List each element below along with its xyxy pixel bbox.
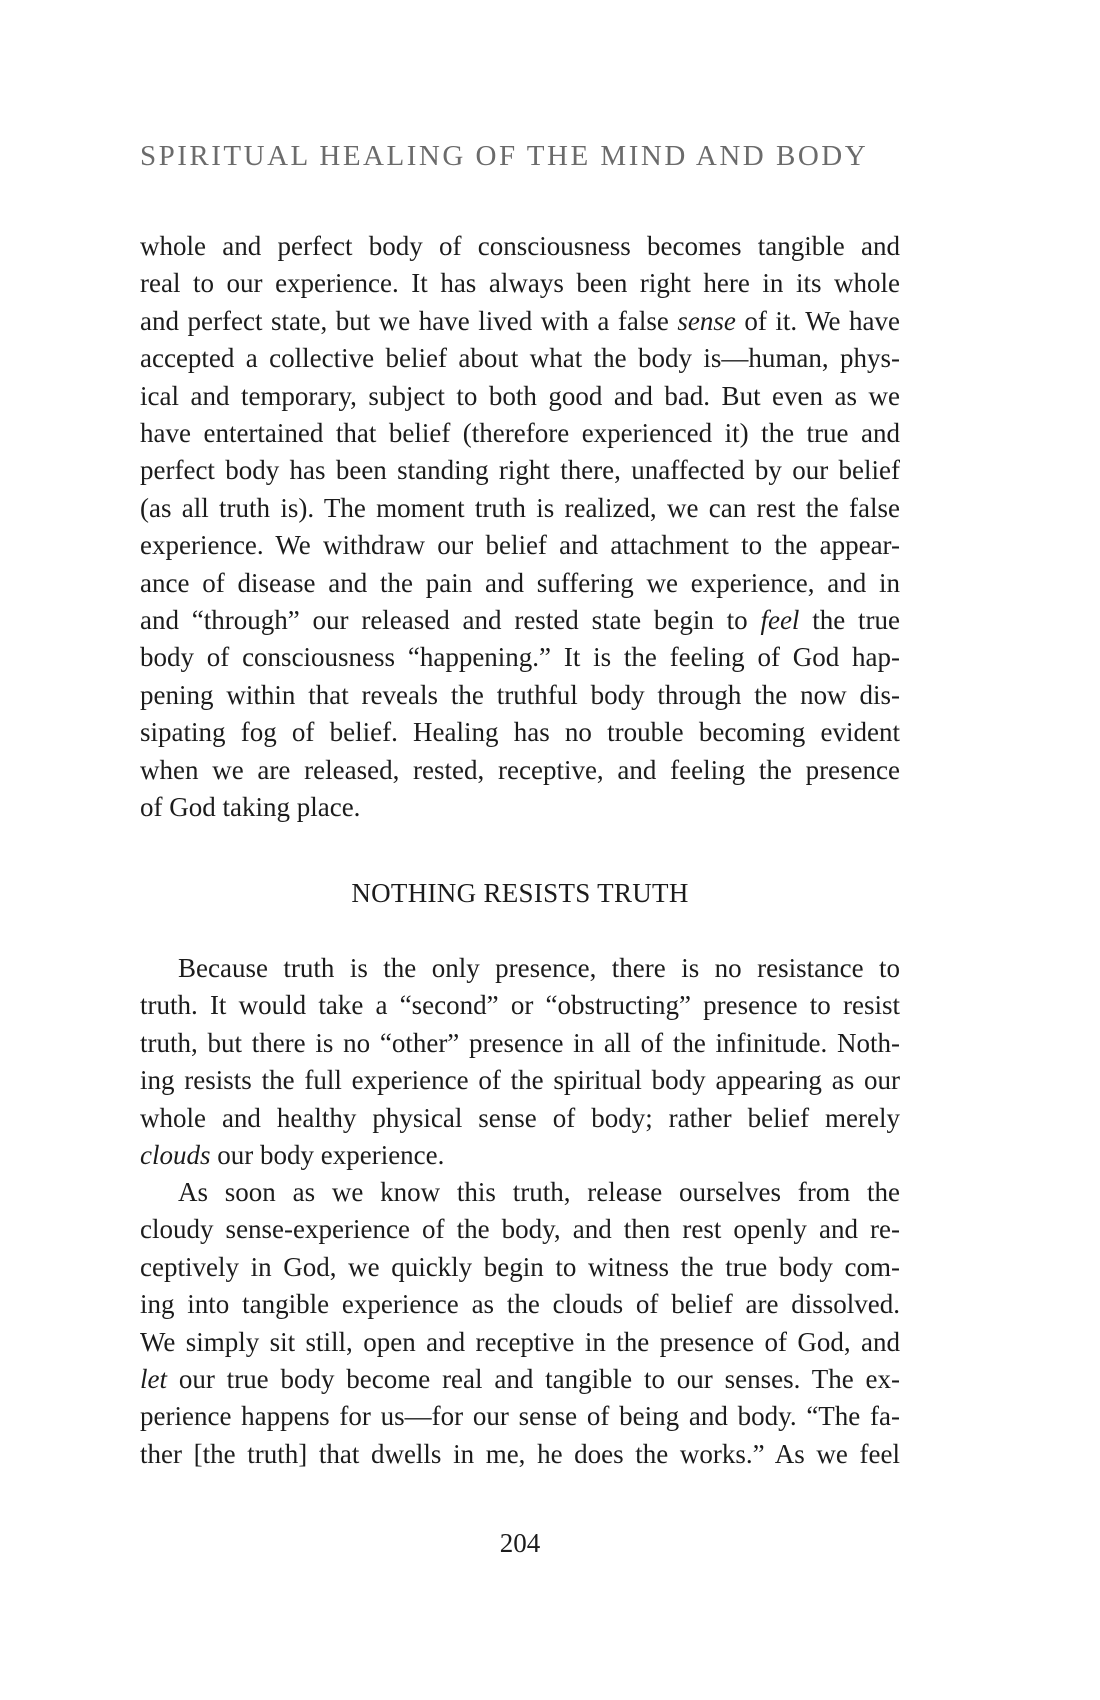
italic-word: let (140, 1364, 167, 1395)
text-line: truth. It would take a “second” or “obstructing” presence to resist (140, 990, 900, 1021)
text-segment: of it. We have (735, 305, 900, 336)
text-line: have entertained that belief (therefore experienced it) the true and (140, 418, 900, 449)
paragraph-1 (140, 228, 900, 827)
text-line: whole and healthy physical sense of body; rather belief merely (140, 1102, 900, 1133)
text-line: ing into tangible experience as the clouds of belief are dissolved. (140, 1289, 900, 1320)
italic-word: clouds (140, 1140, 211, 1171)
text-line: ance of disease and the pain and suffering we experience, and in (140, 567, 900, 598)
text-segment: and perfect state, but we have lived with a false (140, 305, 678, 336)
text-line (140, 602, 900, 639)
text-line: We simply sit still, open and receptive in the presence of God, and (140, 1326, 900, 1357)
text-line (140, 303, 900, 340)
text-segment: and “through” our released and rested state begin to (140, 605, 761, 636)
text-line: body of consciousness “happening.” It is the feeling of God hap- (140, 642, 900, 673)
text-line: accepted a collective belief about what the body is—human, phys- (140, 343, 900, 374)
text-line: perience happens for us—for our sense of being and body. “The fa- (140, 1401, 900, 1432)
text-line: (as all truth is). The moment truth is realized, we can rest the false (140, 492, 900, 523)
text-line: whole and perfect body of consciousness becomes tangible and (140, 231, 900, 261)
text-line (140, 1361, 900, 1398)
text-line: As soon as we know this truth, release ourselves from the (178, 1177, 900, 1207)
text-line: experience. We withdraw our belief and attachment to the appear- (140, 530, 900, 561)
section-heading: NOTHING RESISTS TRUTH (351, 878, 689, 908)
text-line: ical and temporary, subject to both good and bad. But even as we (140, 380, 900, 411)
italic-word: feel (760, 605, 800, 636)
text-line: ceptively in God, we quickly begin to witness the true body com- (140, 1251, 900, 1282)
text-line: perfect body has been standing right there, unaffected by our belief (140, 455, 900, 486)
text-line: ing resists the full experience of the spiritual body appearing as our (140, 1065, 900, 1096)
text-line: of God taking place. (140, 792, 361, 823)
text-line: cloudy sense-experience of the body, and then rest openly and re- (140, 1214, 900, 1245)
text-line: ther [the truth] that dwells in me, he does the works.” As we feel (140, 1438, 900, 1469)
text-line: pening within that reveals the truthful body through the now dis- (140, 679, 900, 710)
text-segment: our true body become real and tangible to our senses. The ex- (167, 1364, 900, 1395)
italic-word: sense (677, 305, 736, 336)
text-line: Because truth is the only presence, there is no resistance to (178, 953, 900, 983)
text-line: truth, but there is no “other” presence in all of the infinitude. Noth- (140, 1027, 900, 1058)
text-line (140, 1137, 900, 1174)
paragraph-3 (140, 1174, 900, 1473)
text-line: real to our experience. It has always been right here in its whole (140, 268, 900, 299)
paragraph-2 (140, 950, 900, 1174)
page-number: 204 (499, 1528, 541, 1558)
text-line: sipating fog of belief. Healing has no trouble becoming evident (140, 717, 900, 748)
text-line: when we are released, rested, receptive, and feeling the presence (140, 754, 900, 785)
running-head: SPIRITUAL HEALING OF THE MIND AND BODY (140, 140, 869, 172)
text-segment: the true (799, 605, 900, 636)
text-segment: our body experience. (210, 1140, 445, 1171)
